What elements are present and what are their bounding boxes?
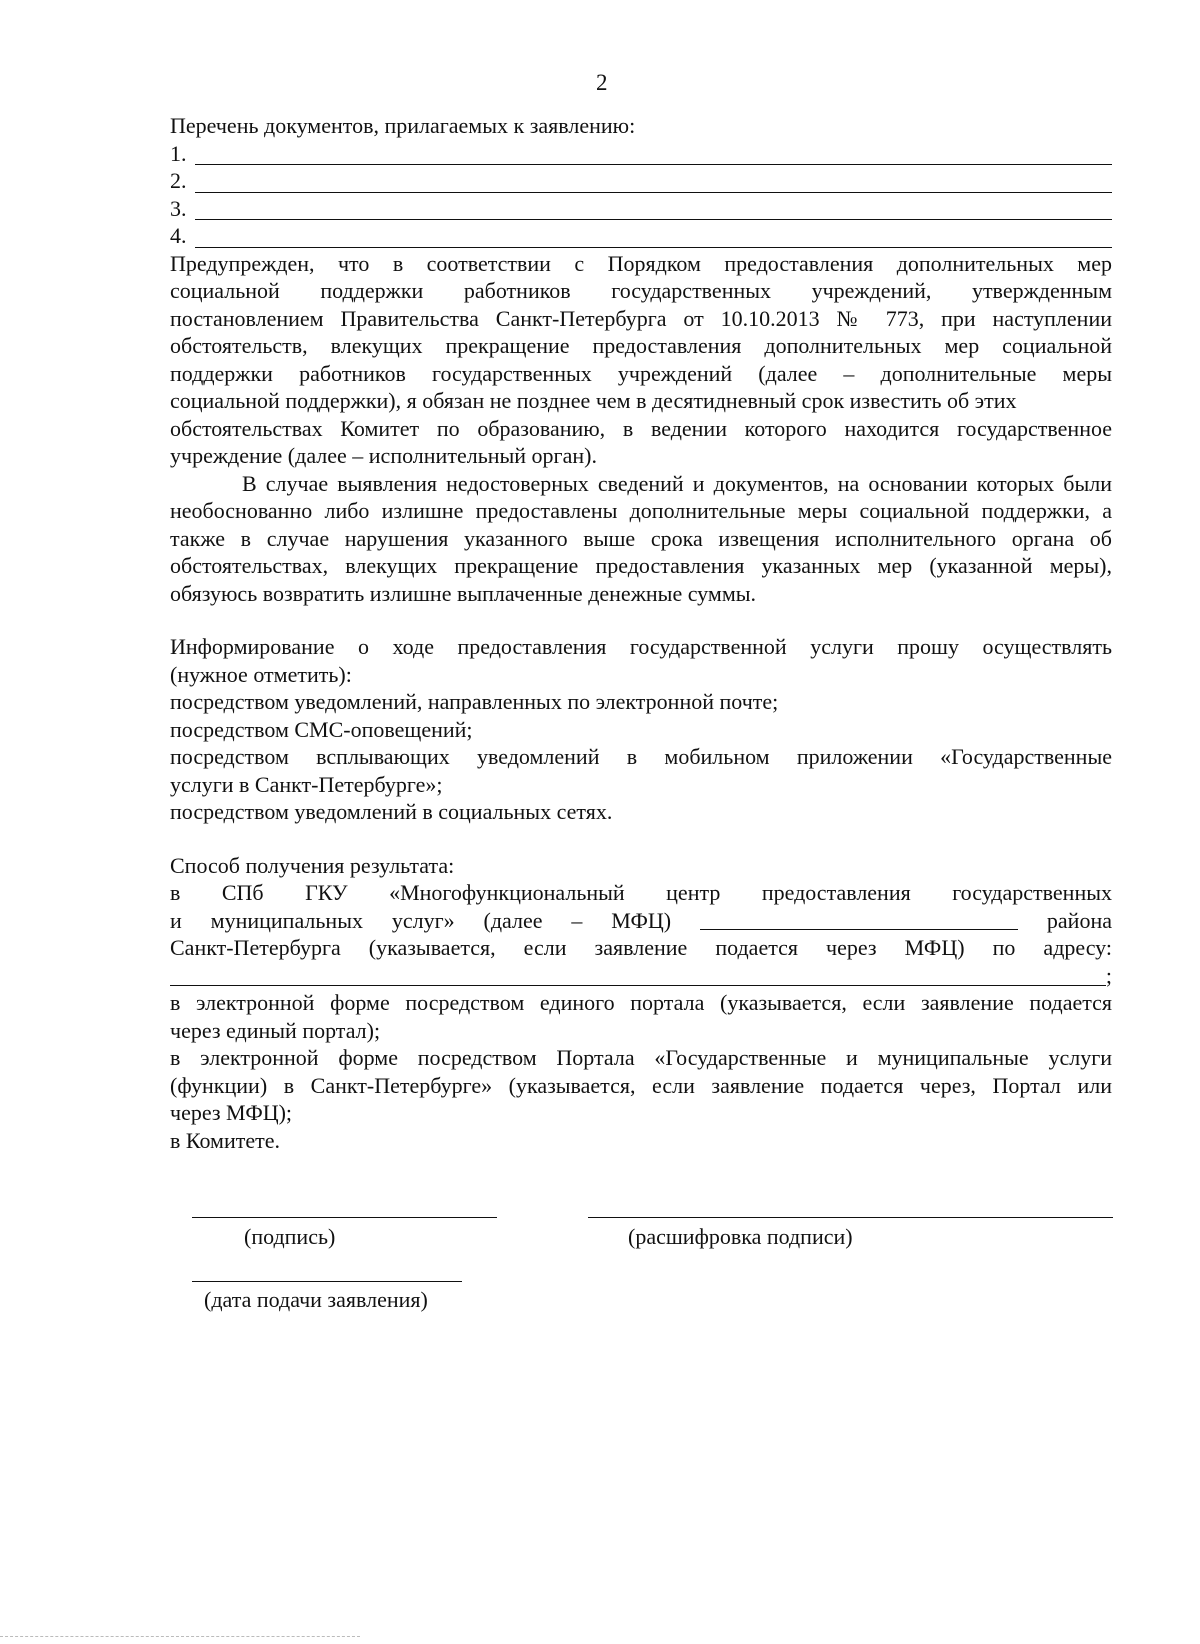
result-district-word: района xyxy=(1046,907,1112,933)
result-mfc-district-line xyxy=(170,907,1112,935)
result-heading: Способ получения результата: xyxy=(170,852,455,878)
signature-decode-label: (расшифровка подписи) xyxy=(628,1224,853,1249)
signature-label: (подпись) xyxy=(244,1224,336,1249)
informing-option-sms[interactable]: посредством СМС-оповещений; xyxy=(170,716,473,742)
document-item-1 xyxy=(170,140,1112,168)
informing-option-push[interactable]: посредством всплывающих уведомлений в мобильном приложении «Государственные xyxy=(170,744,1112,769)
result-option-city-portal-cont: (функции) в Санкт-Петербурге» (указывается, если заявление подается через, Портал или xyxy=(170,1072,1112,1098)
page-number: 2 xyxy=(596,70,608,95)
document-item-4 xyxy=(170,222,1112,250)
warning-line: социальной поддержки работников государственных учреждений, утвержденным xyxy=(170,278,1112,303)
warning-line: обстоятельств, влекущих прекращение предоставления дополнительных мер социальной xyxy=(170,333,1112,358)
document-item-number: 3. xyxy=(170,195,187,221)
document-item-blank[interactable] xyxy=(195,227,1113,248)
informing-option-social[interactable]: посредством уведомлений в социальных сетях. xyxy=(170,799,613,824)
result-mfc-address-note: Санкт-Петербурга (указывается, если заявление подается через МФЦ) по адресу: xyxy=(170,935,1112,960)
document-item-number: 2. xyxy=(170,168,187,193)
informing-option-push-cont: услуги в Санкт-Петербурге»; xyxy=(170,771,443,797)
warning-line: поддержки работников государственных учреждений (далее – дополнительные меры xyxy=(170,360,1112,386)
warning-paragraph xyxy=(170,250,1112,470)
warning-line: обстоятельствах Комитет по образованию, в ведении которого находится государственное xyxy=(170,415,1112,441)
document-body xyxy=(170,112,1112,1154)
date-label: (дата подачи заявления) xyxy=(204,1287,428,1312)
document-item-number: 4. xyxy=(170,223,187,248)
result-option-mfc[interactable]: в СПб ГКУ «Многофункциональный центр предоставления государственных xyxy=(170,880,1112,905)
informing-option-email[interactable]: посредством уведомлений, направленных по электронной почте; xyxy=(170,689,779,714)
informing-section xyxy=(170,633,1112,826)
refund-text: В случае выявления недостоверных сведений и документов, на основании которых были необоснованно либо излишне предоставлены дополнительные меры социальной поддержки, а также в случае нарушения указанного выше срока извещения исполнительного органа об обстоятельствах, влекущих прекращение предоставления указанных мер (указанной меры), обязуюсь возвратить излишне выплаченные денежные суммы. xyxy=(170,470,1112,606)
document-item-blank[interactable] xyxy=(195,172,1113,193)
warning-line: постановлением Правительства Санкт-Петербурга от 10.10.2013 № 773, при наступлении xyxy=(170,305,1112,331)
result-option-portal[interactable]: в электронной форме посредством единого портала (указывается, если заявление подается xyxy=(170,990,1112,1015)
refund-paragraph xyxy=(170,470,1112,608)
result-option-city-portal[interactable]: в электронной форме посредством Портала «Государственные и муниципальные услуги xyxy=(170,1045,1112,1070)
signature-decode-line[interactable] xyxy=(588,1217,1113,1218)
document-item-3 xyxy=(170,195,1112,223)
document-item-2 xyxy=(170,167,1112,195)
address-line xyxy=(170,962,1112,990)
result-option-portal-cont: через единый портал); xyxy=(170,1017,381,1043)
date-line[interactable] xyxy=(192,1281,462,1282)
address-semicolon: ; xyxy=(1105,962,1112,988)
warning-line: Предупрежден, что в соответствии с Порядком предоставления дополнительных мер xyxy=(170,250,1112,276)
document-item-blank[interactable] xyxy=(195,199,1113,220)
result-section xyxy=(170,852,1112,1155)
documents-heading: Перечень документов, прилагаемых к заявлению: xyxy=(170,113,636,138)
scan-artifact-line xyxy=(0,1636,360,1637)
address-blank[interactable] xyxy=(170,965,1106,986)
informing-intro: Информирование о ходе предоставления государственной услуги прошу осуществлять xyxy=(170,634,1112,659)
result-option-city-portal-end: через МФЦ); xyxy=(170,1100,293,1125)
warning-line: учреждение (далее – исполнительный орган). xyxy=(170,443,597,468)
informing-note: (нужное отметить): xyxy=(170,661,352,687)
result-option-committee[interactable]: в Комитете. xyxy=(170,1127,280,1153)
result-mfc-text: и муниципальных услуг» (далее – МФЦ) xyxy=(170,907,672,933)
district-blank[interactable] xyxy=(700,911,1018,930)
document-item-blank[interactable] xyxy=(195,144,1113,165)
warning-line: социальной поддержки), я обязан не позднее чем в десятидневный срок известить об этих xyxy=(170,388,1017,413)
document-item-number: 1. xyxy=(170,140,187,166)
signature-line[interactable] xyxy=(192,1217,497,1218)
